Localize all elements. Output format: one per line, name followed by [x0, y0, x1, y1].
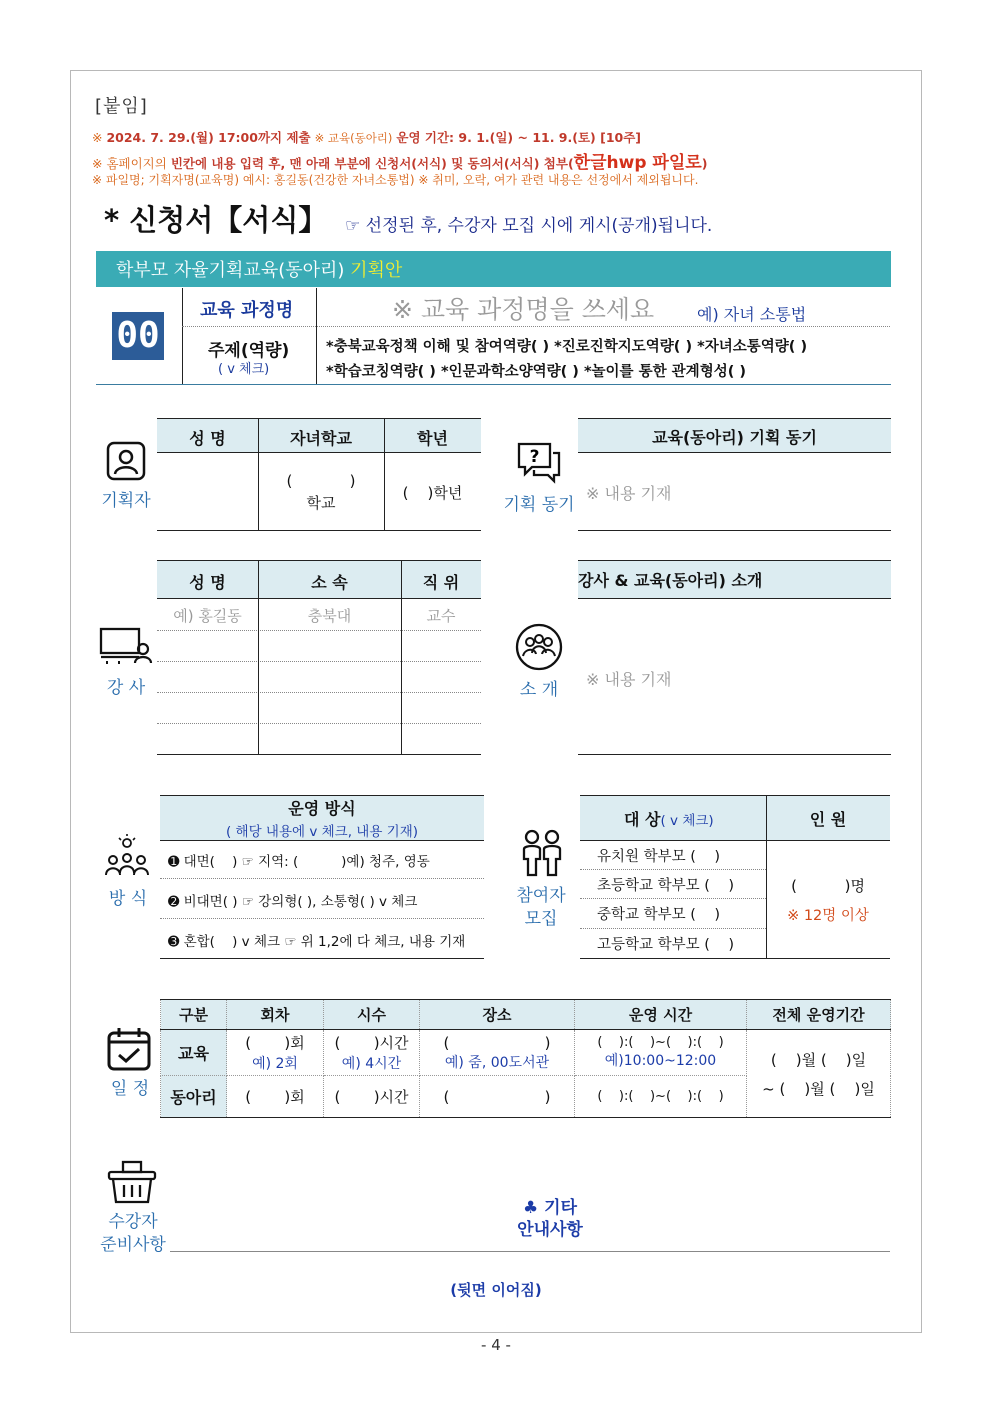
method-option-online[interactable]: ➋ 비대면( ) ☞ 강의형( ), 소통형( ) v 체크: [168, 894, 418, 910]
divider: [578, 530, 891, 531]
motive-icon-label: 기획 동기: [503, 495, 575, 515]
form-subtitle: ☞ 선정된 후, 수강자 모집 시에 게시(공개)됩니다.: [345, 216, 713, 236]
divider: [182, 288, 183, 384]
section-banner: 학부모 자율기획교육(동아리) 기획안: [96, 251, 891, 287]
club-time-field[interactable]: ( ):( )~( ):( ): [575, 1076, 747, 1118]
planner-school-suffix: 학교: [306, 494, 336, 512]
club-hours-field[interactable]: ( )시간: [324, 1076, 420, 1118]
participants-count-field[interactable]: ( )명: [791, 877, 865, 895]
instructor-icon-label: 강 사: [106, 678, 146, 698]
divider: [160, 918, 484, 919]
divider: [182, 326, 890, 327]
course-name-example: 예) 자녀 소통법: [697, 305, 807, 324]
schedule-col-round: 회차: [227, 1000, 324, 1030]
divider: [160, 840, 484, 841]
motive-field[interactable]: ※ 내용 기재: [586, 484, 672, 503]
meeting-idea-icon: [104, 833, 150, 879]
divider: [578, 560, 891, 561]
group-people-icon: [515, 623, 563, 671]
planner-icon-label: 기획자: [101, 491, 151, 511]
method-header: 운영 방식: [288, 799, 356, 818]
edu-place-field[interactable]: ( ) 예) 줌, 00도서관: [420, 1030, 575, 1076]
instructor-example-position[interactable]: 교수: [426, 607, 456, 625]
divider: [580, 958, 890, 959]
theme-label: 주제(역량): [208, 341, 290, 361]
period-field[interactable]: ( )월 ( )일 ~ ( )월 ( )일: [747, 1030, 891, 1118]
divider: [580, 840, 890, 841]
edu-round-field[interactable]: ( )회 예) 2회: [227, 1030, 324, 1076]
divider: [160, 958, 484, 959]
planner-name-field[interactable]: [157, 453, 258, 529]
schedule-row-edu: 교육: [161, 1030, 227, 1076]
participants-icon-label-1: 참여자: [516, 886, 566, 906]
course-name-label: 교육 과정명: [200, 300, 294, 321]
divider: [578, 452, 891, 453]
intro-field[interactable]: ※ 내용 기재: [586, 670, 672, 689]
attachment-label: [붙임]: [95, 96, 148, 117]
theme-sub-label: ( v 체크): [218, 362, 270, 377]
motive-header: 교육(동아리) 기획 동기: [578, 418, 891, 452]
two-persons-icon: [520, 829, 564, 877]
participants-count-note: ※ 12명 이상: [787, 908, 869, 924]
page-number: - 4 -: [481, 1336, 511, 1354]
divider: [157, 418, 481, 419]
participants-icon-label-2: 모집: [524, 909, 558, 929]
divider: [580, 928, 766, 929]
prep-etc-2: 안내사항: [517, 1220, 583, 1240]
number-badge: 00: [112, 312, 164, 360]
divider: [170, 1251, 890, 1252]
planner-col-name: 성 명: [189, 429, 226, 448]
divider: [157, 598, 481, 599]
form-title: * 신청서【서식】: [104, 203, 328, 237]
note-line-2: ※ 홈페이지의 빈칸에 내용 입력 후, 맨 아래 부분에 신청서(서식) 및 동의서(서식) 첨부(한글hwp 파일로): [92, 153, 708, 173]
divider: [157, 661, 481, 662]
instructor-example-name[interactable]: 예) 홍길동: [173, 607, 242, 625]
participants-target-header: 대 상( v 체크): [624, 810, 714, 829]
divider: [580, 869, 766, 870]
schedule-col-type: 구분: [161, 1000, 227, 1030]
person-icon: [106, 441, 146, 481]
edu-time-field[interactable]: ( ):( )~( ):( ) 예)10:00~12:00: [575, 1030, 747, 1076]
method-option-hybrid[interactable]: ➌ 혼합( ) v 체크 ☞ 위 1,2에 다 체크, 내용 기재: [168, 934, 466, 950]
schedule-col-period: 전체 운영기간: [747, 1000, 891, 1030]
continued-note: (뒷면 이어짐): [450, 1281, 542, 1299]
method-icon-label: 방 식: [108, 889, 148, 909]
instructor-col-name: 성 명: [189, 573, 226, 592]
divider: [578, 418, 891, 419]
divider: [157, 560, 481, 561]
target-kindergarten[interactable]: 유치원 학부모 ( ): [597, 849, 721, 865]
note-line-3: ※ 파일명; 기획자명(교육명) 예시: 홍길동(건강한 자녀소통법) ※ 취미, 오락, 여가 관련 내용은 선정에서 제외됩니다.: [92, 173, 699, 187]
target-middle[interactable]: 중학교 학부모 ( ): [597, 907, 721, 923]
schedule-col-place: 장소: [420, 1000, 575, 1030]
club-round-field[interactable]: ( )회: [227, 1076, 324, 1118]
divider: [157, 692, 481, 693]
theme-options-1[interactable]: *충북교육정책 이해 및 참여역량( ) *진로진학지도역량( ) *자녀소통역량( ): [326, 339, 808, 355]
schedule-col-hours: 시수: [324, 1000, 420, 1030]
divider: [580, 898, 766, 899]
target-elementary[interactable]: 초등학교 학부모 ( ): [597, 878, 735, 894]
method-option-in-person[interactable]: ➊ 대면( ) ☞ 지역: ( )예) 청주, 영동: [168, 854, 430, 870]
method-header-sub: ( 해당 내용에 v 체크, 내용 기재): [225, 824, 418, 840]
teacher-board-icon: [99, 627, 153, 665]
instructor-col-affiliation: 소 속: [311, 573, 348, 592]
question-bubble-icon: [516, 441, 562, 485]
participants-count-header: 인 원: [809, 810, 847, 829]
schedule-icon-label: 일 정: [110, 1079, 150, 1099]
divider: [157, 754, 481, 755]
divider: [580, 795, 890, 796]
intro-icon-label: 소 개: [519, 680, 559, 700]
planner-col-grade: 학년: [417, 429, 448, 448]
divider: [157, 723, 481, 724]
divider: [160, 878, 484, 879]
divider: [578, 598, 891, 599]
divider: [96, 384, 891, 385]
planner-grade-field[interactable]: ( )학년: [402, 484, 463, 502]
target-high[interactable]: 고등학교 학부모 ( ): [597, 937, 735, 953]
course-name-input[interactable]: ※ 교육 과정명을 쓰세요: [392, 295, 655, 324]
edu-hours-field[interactable]: ( )시간 예) 4시간: [324, 1030, 420, 1076]
svg-text:?: ?: [529, 447, 540, 467]
calendar-check-icon: [106, 1026, 152, 1072]
club-place-field[interactable]: ( ): [420, 1076, 575, 1118]
prep-icon-label-2: 준비사항: [100, 1235, 166, 1255]
theme-options-2[interactable]: *학습코칭역량( ) *인문과학소양역량( ) *놀이를 통한 관계형성( ): [326, 364, 747, 380]
instructor-example-affiliation[interactable]: 충북대: [307, 607, 352, 625]
schedule-col-time: 운영 시간: [575, 1000, 747, 1030]
instructor-col-position: 직 위: [422, 573, 460, 592]
planner-school-field[interactable]: ( ): [286, 472, 356, 490]
prep-icon-label-1: 수강자: [108, 1212, 158, 1232]
divider: [157, 530, 481, 531]
intro-header: 강사 & 교육(동아리) 소개: [578, 560, 891, 598]
prep-etc-1: ♣ 기타: [522, 1198, 577, 1218]
schedule-row-club: 동아리: [161, 1076, 227, 1118]
note-line-1: ※ 2024. 7. 29.(월) 17:00까지 제출 ※ 교육(동아리) 운영 기간: 9. 1.(일) ~ 11. 9.(토) [10주]: [92, 130, 642, 145]
shopping-basket-icon: [107, 1160, 157, 1204]
schedule-table: [160, 999, 891, 1118]
divider: [578, 754, 891, 755]
planner-col-school: 자녀학교: [290, 429, 352, 448]
divider: [316, 288, 317, 384]
divider: [157, 630, 481, 631]
